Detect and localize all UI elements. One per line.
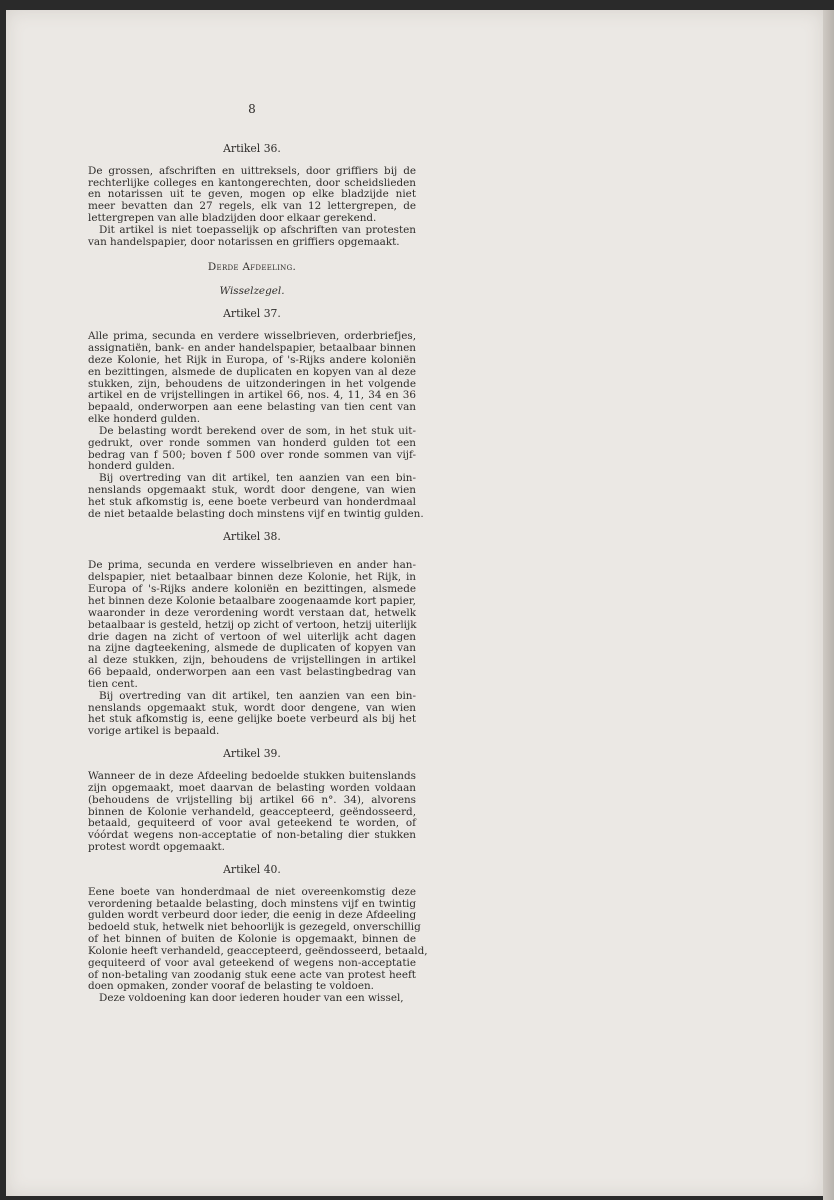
text-line: De belasting wordt berekend over de som, in het stuk uit- xyxy=(99,424,416,437)
text-line: Eene boete van honderdmaal de niet overeenkomstig deze xyxy=(88,885,416,898)
text-line: doen opmaken, zonder vooraf de belasting te voldoen. xyxy=(88,980,374,993)
text-line: nenslands opgemaakt stuk, wordt door dengene, van wien xyxy=(88,701,416,714)
text-line: het binnen deze Kolonie betaalbare zoogenaamde kort papier, xyxy=(88,595,416,607)
text-line: betaalbaar is gesteld, hetzij op zicht of vertoon, hetzij uiterlijk xyxy=(88,618,417,631)
text-line: of het binnen of buiten de Kolonie is opgemaakt, binnen de xyxy=(88,933,416,946)
article-heading: Artikel 36. xyxy=(223,141,281,155)
text-line: binnen de Kolonie verhandeld, geaccepteerd, geëndosseerd, xyxy=(88,805,416,818)
text-line: de niet betaalde belasting doch minstens vijf en twintig gulden. xyxy=(88,507,424,520)
article-38 xyxy=(88,531,416,739)
text-line: drie dagen na zicht of vertoon of wel uiterlijk acht dagen xyxy=(88,630,416,643)
text-line: gedrukt, over ronde sommen van honderd gulden tot een xyxy=(88,436,416,449)
article-heading: Artikel 40. xyxy=(223,862,281,876)
article-36 xyxy=(88,143,416,249)
text-line: bepaald, onderworpen aan eene belasting van tien cent van xyxy=(88,401,416,414)
article-body xyxy=(88,166,416,249)
text-line: bedoeld stuk, hetwelk niet behoorlijk is gezegeld, onverschillig xyxy=(88,921,421,934)
page-edge xyxy=(823,10,834,1200)
text-line: artikel en de vrijstellingen in artikel 66, nos. 4, 11, 34 en 36 xyxy=(88,389,416,402)
text-line: Alle prima, secunda en verdere wisselbrieven, orderbriefjes, xyxy=(88,330,416,343)
section-title: Derde Afdeeling. xyxy=(207,260,297,273)
text-line: na zijne dagteekening, alsmede de duplicaten of kopyen van xyxy=(88,642,416,655)
text-line: betaald, gequiteerd of voor aval geteekend te worden, of xyxy=(88,817,416,830)
text-line: tien cent. xyxy=(88,677,138,690)
text-line: De prima, secunda en verdere wisselbrieven en ander han- xyxy=(88,559,416,572)
text-line: delspapier, niet betaalbaar binnen deze Kolonie, het Rijk, in xyxy=(88,571,416,584)
article-heading: Artikel 37. xyxy=(223,307,281,321)
text-line: Wanneer de in deze Afdeeling bedoelde stukken buitenslands xyxy=(88,769,416,782)
article-40 xyxy=(88,862,428,1005)
text-line: en bezittingen, alsmede de duplicaten en kopyen van al deze xyxy=(88,365,416,378)
text-line: het stuk afkomstig is, eene boete verbeurd van honderdmaal xyxy=(88,495,416,508)
text-line: vóórdat wegens non-acceptatie of non-betaling dier stukken xyxy=(88,829,416,842)
text-line: het stuk afkomstig is, eene gelijke boete verbeurd als bij het xyxy=(88,713,416,726)
text-line: gequiteerd of voor aval geteekend of wegens non-acceptatie xyxy=(88,956,416,969)
text-line: elke honderd gulden. xyxy=(88,413,201,426)
text-line: nenslands opgemaakt stuk, wordt door dengene, van wien xyxy=(88,484,416,497)
text-line: 66 bepaald, onderworpen aan een vast belastingbedrag van xyxy=(88,666,416,679)
text-line: lettergrepen van alle bladzijden door elkaar gerekend. xyxy=(88,212,377,225)
text-line: De grossen, afschriften en uittreksels, door griffiers bij de xyxy=(88,164,416,177)
article-body xyxy=(88,885,428,1005)
text-line: verordening betaalde belasting, doch minstens vijf en twintig xyxy=(88,897,416,910)
text-line: waaronder in deze verordening wordt verstaan dat, hetwelk xyxy=(88,606,416,619)
text-line: (behoudens de vrijstelling bij artikel 66 n°. 34), alvorens xyxy=(88,793,416,806)
text-line: gulden wordt verbeurd door ieder, die eenig in deze Afdeeling xyxy=(88,909,417,922)
article-heading: Artikel 38. xyxy=(223,529,281,543)
text-line: of non-betaling van zoodanig stuk eene acte van protest heeft xyxy=(88,968,416,981)
text-line: van handelspapier, door notarissen en griffiers opgemaakt. xyxy=(88,235,400,248)
text-line: Europa of 's-Rijks andere koloniën en bezittingen, alsmede xyxy=(88,583,416,596)
text-line: assignatiën, bank- en ander handelspapier, betaalbaar binnen xyxy=(88,341,416,354)
document-text xyxy=(88,102,428,1005)
section-subtitle: Wisselzegel. xyxy=(219,285,285,298)
text-line: Bij overtreding van dit artikel, ten aanzien van een bin- xyxy=(99,689,416,702)
text-line: stukken, zijn, behoudens de uitzonderingen in het volgende xyxy=(88,377,416,390)
text-line: rechterlijke colleges en kantongerechten, door scheidslieden xyxy=(88,176,416,189)
article-body xyxy=(88,771,416,854)
text-line: al deze stukken, zijn, behoudens de vrijstellingen in artikel xyxy=(88,654,416,667)
article-37 xyxy=(88,307,424,520)
text-line: Bij overtreding van dit artikel, ten aanzien van een bin- xyxy=(99,472,416,485)
text-line: deze Kolonie, het Rijk in Europa, of 's-Rijks andere koloniën xyxy=(88,353,416,366)
text-line: meer bevatten dan 27 regels, elk van 12 lettergrepen, de xyxy=(88,200,416,213)
article-heading: Artikel 39. xyxy=(223,747,281,761)
text-line: Deze voldoening kan door iederen houder van een wissel, xyxy=(99,992,404,1005)
text-line: vorige artikel is bepaald. xyxy=(88,725,220,738)
page-number: 8 xyxy=(248,102,256,116)
article-body xyxy=(88,560,416,738)
text-line: en notarissen uit te geven, mogen op elke bladzijde niet xyxy=(88,188,416,201)
article-body xyxy=(88,330,424,521)
text-line: honderd gulden. xyxy=(88,460,175,473)
text-line: protest wordt opgemaakt. xyxy=(88,841,225,854)
article-39 xyxy=(88,748,416,854)
text-line: bedrag van f 500; boven f 500 over ronde sommen van vijf- xyxy=(88,448,416,461)
text-line: Kolonie heeft verhandeld, geaccepteerd, geëndosseerd, betaald, xyxy=(88,944,428,957)
text-line: zijn opgemaakt, moet daarvan de belasting worden voldaan xyxy=(88,781,416,794)
text-line: Dit artikel is niet toepasselijk op afschriften van protesten xyxy=(99,223,416,236)
